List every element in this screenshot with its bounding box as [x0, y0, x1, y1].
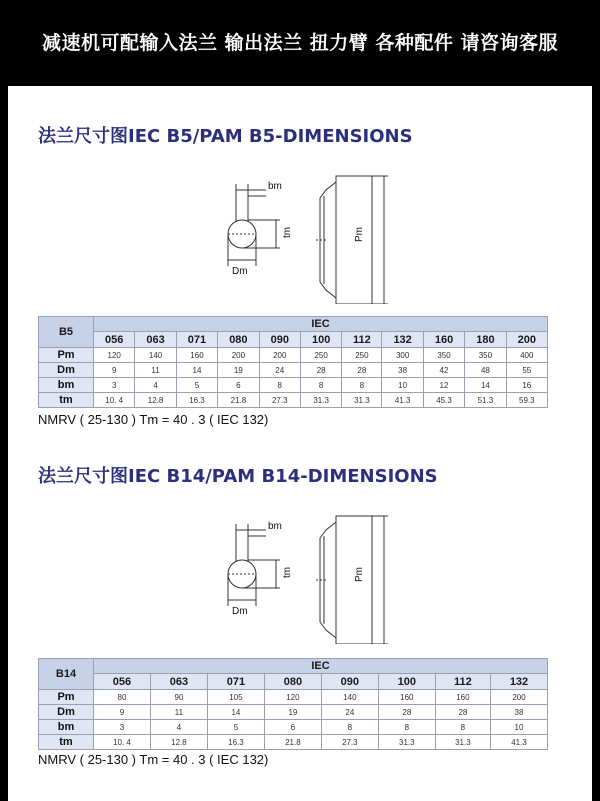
- table-cell: 28: [300, 363, 341, 378]
- table-cell: 19: [264, 705, 321, 720]
- table-cell: 250: [342, 348, 382, 363]
- flange-drawing-b5: [208, 174, 398, 304]
- table-cell: 48: [465, 363, 506, 378]
- table-row-label: tm: [39, 735, 94, 750]
- table-size-header: 080: [218, 332, 259, 348]
- table-cell: 31.3: [378, 735, 435, 750]
- table-size-header: 112: [342, 332, 382, 348]
- table-cell: 200: [490, 690, 547, 705]
- label-bm: bm: [268, 181, 282, 192]
- table-cell: 38: [382, 363, 423, 378]
- table-row-label: Dm: [39, 705, 94, 720]
- table-corner-label: B14: [39, 659, 94, 690]
- table-size-header: 090: [259, 332, 300, 348]
- table-cell: 24: [321, 705, 378, 720]
- table-row-label: tm: [39, 393, 94, 408]
- table-cell: 200: [218, 348, 259, 363]
- table-size-header: 090: [321, 674, 378, 690]
- table-cell: 8: [435, 720, 490, 735]
- table-cell: 160: [435, 690, 490, 705]
- table-row: [39, 378, 548, 393]
- table-cell: 16: [506, 378, 547, 393]
- dimension-sheet: [8, 86, 592, 801]
- table-cell: 14: [176, 363, 217, 378]
- table-cell: 10. 4: [94, 735, 151, 750]
- label-tm: tm: [282, 566, 293, 578]
- flange-drawing-b14: [208, 514, 398, 644]
- table-cell: 3: [94, 378, 135, 393]
- table-cell: 350: [465, 348, 506, 363]
- table-row: [39, 690, 548, 705]
- table-row-label: Pm: [39, 690, 94, 705]
- section-title-b5: 法兰尺寸图IEC B5/PAM B5-DIMENSIONS: [38, 126, 413, 147]
- table-cell: 27.3: [259, 393, 300, 408]
- table-corner-label: B5: [39, 317, 94, 348]
- table-cell: 14: [465, 378, 506, 393]
- table-cell: 16.3: [207, 735, 264, 750]
- table-cell: 8: [300, 378, 341, 393]
- table-row: [39, 393, 548, 408]
- table-cell: 6: [218, 378, 259, 393]
- table-cell: 5: [176, 378, 217, 393]
- table-cell: 41.3: [382, 393, 423, 408]
- table-cell: 19: [218, 363, 259, 378]
- table-size-header: 063: [150, 674, 207, 690]
- table-row: [39, 348, 548, 363]
- table-size-header: 180: [465, 332, 506, 348]
- table-cell: 21.8: [264, 735, 321, 750]
- table-cell: 24: [259, 363, 300, 378]
- table-cell: 120: [264, 690, 321, 705]
- table-cell: 5: [207, 720, 264, 735]
- table-row: [39, 720, 548, 735]
- table-cell: 28: [435, 705, 490, 720]
- table-cell: 11: [150, 705, 207, 720]
- flange-diagram-b5: [208, 174, 398, 304]
- table-cell: 140: [135, 348, 176, 363]
- table-cell: 120: [94, 348, 135, 363]
- table-cell: 8: [259, 378, 300, 393]
- table-cell: 45.3: [423, 393, 464, 408]
- table-cell: 12.8: [150, 735, 207, 750]
- table-cell: 4: [150, 720, 207, 735]
- table-size-header: 071: [207, 674, 264, 690]
- table-cell: 400: [506, 348, 547, 363]
- table-cell: 31.3: [300, 393, 341, 408]
- table-cell: 10. 4: [94, 393, 135, 408]
- table-row-label: Pm: [39, 348, 94, 363]
- table-cell: 12.8: [135, 393, 176, 408]
- table-size-header: 056: [94, 674, 151, 690]
- table-row: [39, 735, 548, 750]
- flange-diagram-b14: [208, 514, 398, 644]
- table-cell: 21.8: [218, 393, 259, 408]
- table-row-label: bm: [39, 378, 94, 393]
- table-cell: 4: [135, 378, 176, 393]
- label-tm: tm: [282, 226, 293, 238]
- note-b14: NMRV ( 25-130 ) Tm = 40 . 3 ( IEC 132): [38, 752, 269, 767]
- table-group-header: IEC: [94, 317, 548, 332]
- table-cell: 51.3: [465, 393, 506, 408]
- table-cell: 250: [300, 348, 341, 363]
- table-cell: 160: [378, 690, 435, 705]
- table-cell: 31.3: [342, 393, 382, 408]
- table-cell: 8: [342, 378, 382, 393]
- table-cell: 200: [259, 348, 300, 363]
- table-size-header: 160: [423, 332, 464, 348]
- label-pm: Pm: [354, 567, 365, 582]
- table-cell: 59.3: [506, 393, 547, 408]
- table-cell: 12: [423, 378, 464, 393]
- table-cell: 10: [490, 720, 547, 735]
- table-size-header: 132: [490, 674, 547, 690]
- table-cell: 28: [342, 363, 382, 378]
- label-bm: bm: [268, 521, 282, 532]
- table-size-header: 100: [300, 332, 341, 348]
- table-size-header: 056: [94, 332, 135, 348]
- table-header-row: [39, 659, 548, 674]
- table-cell: 90: [150, 690, 207, 705]
- table-cell: 41.3: [490, 735, 547, 750]
- table-cell: 38: [490, 705, 547, 720]
- table-cell: 8: [321, 720, 378, 735]
- table-cell: 140: [321, 690, 378, 705]
- table-cell: 3: [94, 720, 151, 735]
- section-title-b14: 法兰尺寸图IEC B14/PAM B14-DIMENSIONS: [38, 466, 438, 487]
- table-size-header: 071: [176, 332, 217, 348]
- table-cell: 31.3: [435, 735, 490, 750]
- table-cell: 10: [382, 378, 423, 393]
- table-cell: 160: [176, 348, 217, 363]
- table-size-header: 132: [382, 332, 423, 348]
- table-size-row: [39, 332, 548, 348]
- note-b5: NMRV ( 25-130 ) Tm = 40 . 3 ( IEC 132): [38, 412, 269, 427]
- label-dm: Dm: [232, 266, 248, 277]
- table-row: [39, 363, 548, 378]
- label-pm: Pm: [354, 227, 365, 242]
- table-size-header: 100: [378, 674, 435, 690]
- table-row-label: bm: [39, 720, 94, 735]
- table-cell: 350: [423, 348, 464, 363]
- promo-banner: 减速机可配输入法兰 输出法兰 扭力臂 各种配件 请咨询客服: [0, 0, 600, 86]
- table-cell: 55: [506, 363, 547, 378]
- table-cell: 11: [135, 363, 176, 378]
- table-cell: 300: [382, 348, 423, 363]
- table-row-label: Dm: [39, 363, 94, 378]
- table-size-header: 080: [264, 674, 321, 690]
- table-cell: 6: [264, 720, 321, 735]
- table-group-header: IEC: [94, 659, 548, 674]
- table-cell: 105: [207, 690, 264, 705]
- label-dm: Dm: [232, 606, 248, 617]
- table-row: [39, 705, 548, 720]
- table-size-row: [39, 674, 548, 690]
- table-cell: 80: [94, 690, 151, 705]
- table-size-header: 200: [506, 332, 547, 348]
- table-cell: 16.3: [176, 393, 217, 408]
- table-cell: 28: [378, 705, 435, 720]
- table-cell: 14: [207, 705, 264, 720]
- table-cell: 27.3: [321, 735, 378, 750]
- table-header-row: [39, 317, 548, 332]
- table-cell: 8: [378, 720, 435, 735]
- table-size-header: 112: [435, 674, 490, 690]
- table-cell: 42: [423, 363, 464, 378]
- table-cell: 9: [94, 363, 135, 378]
- table-cell: 9: [94, 705, 151, 720]
- dimension-table-b5: [38, 316, 548, 408]
- table-size-header: 063: [135, 332, 176, 348]
- dimension-table-b14: [38, 658, 548, 750]
